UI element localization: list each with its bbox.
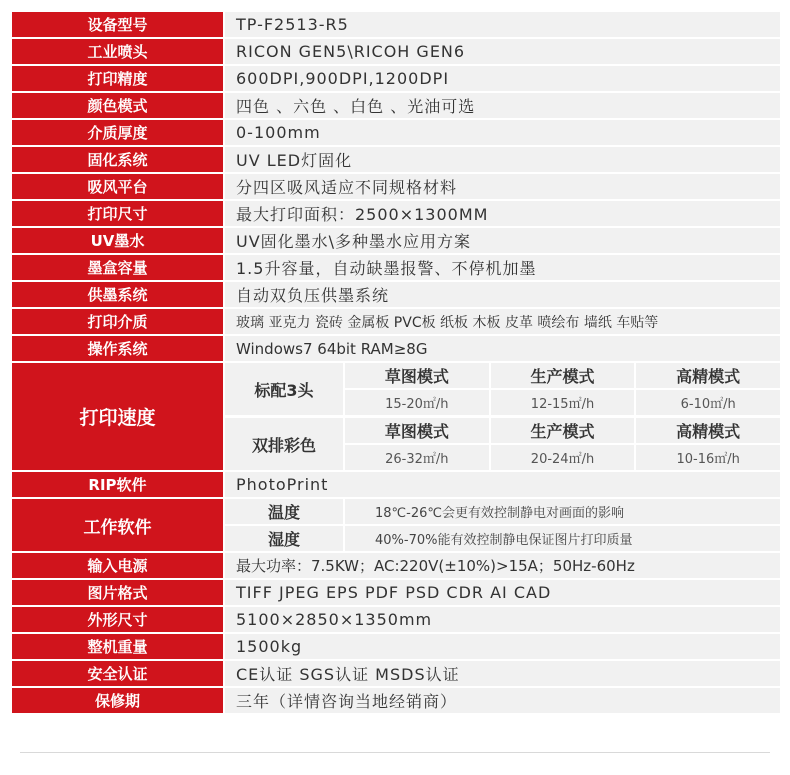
spec-label: 输入电源 — [12, 553, 223, 578]
spec-label: 整机重量 — [12, 634, 223, 659]
spec-row-media-thickness — [12, 120, 780, 145]
work-desc: 18℃-26℃会更有效控制静电对画面的影响 — [345, 499, 780, 524]
spec-label: 设备型号 — [12, 12, 223, 37]
spec-row-print-size — [12, 201, 780, 226]
spec-label: 固化系统 — [12, 147, 223, 172]
spec-row-head — [12, 39, 780, 64]
spec-row-print-media — [12, 309, 780, 334]
spec-value: 600DPI,900DPI,1200DPI — [225, 66, 780, 91]
spec-row-os — [12, 336, 780, 361]
spec-label: 颜色模式 — [12, 93, 223, 118]
spec-value: 0-100mm — [225, 120, 780, 145]
mode-name: 草图模式 — [345, 418, 489, 443]
spec-value: 三年（详情咨询当地经销商） — [225, 688, 780, 713]
work-key: 湿度 — [225, 526, 343, 551]
spec-value: 四色 、六色 、白色 、光油可选 — [225, 93, 780, 118]
mode-name: 高精模式 — [636, 363, 780, 388]
spec-value: 分四区吸风适应不同规格材料 — [225, 174, 780, 199]
spec-label: RIP软件 — [12, 472, 223, 497]
mode-rate: 20-24㎡/h — [491, 445, 635, 470]
spec-row-rip — [12, 472, 780, 497]
spec-row-dimensions — [12, 607, 780, 632]
spec-value: 5100×2850×1350mm — [225, 607, 780, 632]
mode-name: 生产模式 — [491, 418, 635, 443]
spec-value: UV LED灯固化 — [225, 147, 780, 172]
spec-table — [12, 12, 780, 715]
spec-row-uv-ink — [12, 228, 780, 253]
spec-value: UV固化墨水\多种墨水应用方案 — [225, 228, 780, 253]
spec-value: TIFF JPEG EPS PDF PSD CDR AI CAD — [225, 580, 780, 605]
spec-value: Windows7 64bit RAM≥8G — [225, 336, 780, 361]
spec-label: 介质厚度 — [12, 120, 223, 145]
spec-label: 安全认证 — [12, 661, 223, 686]
mode-name: 高精模式 — [636, 418, 780, 443]
spec-label: 保修期 — [12, 688, 223, 713]
spec-label: 吸风平台 — [12, 174, 223, 199]
spec-label: 打印介质 — [12, 309, 223, 334]
work-desc: 40%-70%能有效控制静电保证图片打印质量 — [345, 526, 780, 551]
print-speed-block — [12, 363, 780, 470]
mode-rate: 6-10㎡/h — [636, 390, 780, 415]
spec-row-weight — [12, 634, 780, 659]
spec-row-certification — [12, 661, 780, 686]
work-software-item — [225, 499, 780, 524]
spec-label: 墨盒容量 — [12, 255, 223, 280]
spec-value: 自动双负压供墨系统 — [225, 282, 780, 307]
speed-modes — [345, 418, 780, 470]
spec-label: UV墨水 — [12, 228, 223, 253]
mode-row — [345, 418, 780, 443]
work-software-block — [12, 499, 780, 551]
rate-row — [345, 390, 780, 415]
spec-row-precision — [12, 66, 780, 91]
spec-label: 图片格式 — [12, 580, 223, 605]
spec-row-formats — [12, 580, 780, 605]
work-software-item — [225, 526, 780, 551]
mode-rate: 15-20㎡/h — [345, 390, 489, 415]
spec-label: 外形尺寸 — [12, 607, 223, 632]
divider — [20, 752, 770, 753]
spec-value: 最大打印面积：2500×1300MM — [225, 201, 780, 226]
rate-row — [345, 445, 780, 470]
print-speed-body — [225, 363, 780, 470]
spec-row-warranty — [12, 688, 780, 713]
speed-modes — [345, 363, 780, 415]
spec-value: 玻璃 亚克力 瓷砖 金属板 PVC板 纸板 木板 皮革 喷绘布 墙纸 车贴等 — [225, 309, 780, 334]
spec-row-color-mode — [12, 93, 780, 118]
work-software-label: 工作软件 — [12, 499, 223, 551]
work-software-body — [225, 499, 780, 551]
spec-label: 工业喷头 — [12, 39, 223, 64]
speed-group-name: 双排彩色 — [225, 418, 343, 470]
spec-row-curing — [12, 147, 780, 172]
spec-value: RICON GEN5\RICOH GEN6 — [225, 39, 780, 64]
spec-value: 1.5升容量，自动缺墨报警、不停机加墨 — [225, 255, 780, 280]
spec-label: 打印尺寸 — [12, 201, 223, 226]
mode-name: 生产模式 — [491, 363, 635, 388]
work-key: 温度 — [225, 499, 343, 524]
mode-rate: 12-15㎡/h — [491, 390, 635, 415]
mode-rate: 26-32㎡/h — [345, 445, 489, 470]
spec-value: TP-F2513-R5 — [225, 12, 780, 37]
spec-row-ink-supply — [12, 282, 780, 307]
mode-row — [345, 363, 780, 388]
spec-value: CE认证 SGS认证 MSDS认证 — [225, 661, 780, 686]
speed-group — [225, 363, 780, 415]
spec-value: 1500kg — [225, 634, 780, 659]
mode-name: 草图模式 — [345, 363, 489, 388]
spec-row-model — [12, 12, 780, 37]
spec-label: 供墨系统 — [12, 282, 223, 307]
mode-rate: 10-16㎡/h — [636, 445, 780, 470]
spec-row-power — [12, 553, 780, 578]
speed-group-name: 标配3头 — [225, 363, 343, 415]
spec-row-suction — [12, 174, 780, 199]
print-speed-label: 打印速度 — [12, 363, 223, 470]
spec-value: PhotoPrint — [225, 472, 780, 497]
spec-label: 打印精度 — [12, 66, 223, 91]
spec-row-cartridge — [12, 255, 780, 280]
spec-value: 最大功率：7.5KW；AC:220V(±10%)>15A；50Hz-60Hz — [225, 553, 780, 578]
spec-label: 操作系统 — [12, 336, 223, 361]
speed-group — [225, 418, 780, 470]
